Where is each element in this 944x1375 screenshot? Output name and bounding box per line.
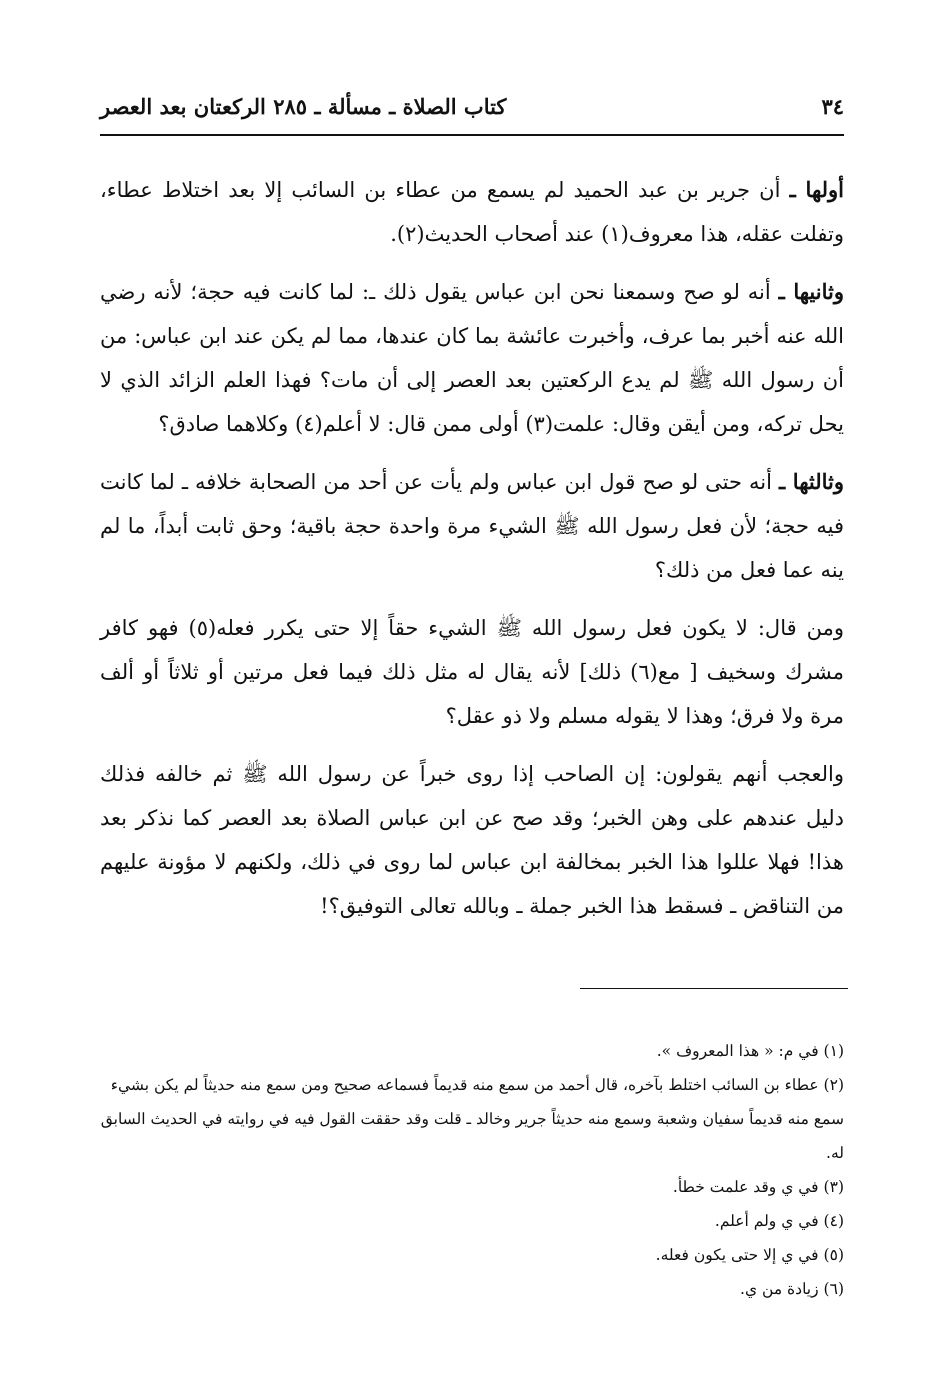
paragraph-text: أنه حتى لو صح قول ابن عباس ولم يأت عن أحد من الصحابة خلافه ـ لما كانت فيه حجة؛ لأن فعل رسول الله ﷺ الشيء مرة واحدة حجة باقية؛ وحق ثابت أبداً، ما لم ينه عما فعل من ذلك؟ [100, 470, 844, 582]
footnote-number: (٢) [823, 1076, 844, 1094]
paragraph-second [100, 270, 844, 446]
paragraph-lead: أولها ـ [789, 177, 844, 202]
footnote-2 [100, 1068, 844, 1170]
footnote-rule [580, 988, 848, 989]
paragraph-lead: وثالثها ـ [778, 469, 844, 494]
footnote-6 [100, 1272, 844, 1306]
footnote-5 [100, 1238, 844, 1272]
footnote-number: (٥) [823, 1246, 844, 1264]
footnote-3 [100, 1170, 844, 1204]
paragraph-third [100, 460, 844, 592]
running-title: كتاب الصلاة ـ مسألة ـ ٢٨٥ الركعتان بعد العصر [100, 93, 507, 119]
footnote-number: (٣) [823, 1178, 844, 1196]
paragraph-fifth [100, 752, 844, 928]
footnote-text: في ي إلا حتى يكون فعله. [655, 1246, 819, 1264]
footnote-number: (٤) [823, 1212, 844, 1230]
footnotes [100, 1034, 844, 1306]
paragraph-text: والعجب أنهم يقولون: إن الصاحب إذا روى خبراً عن رسول الله ﷺ ثم خالفه فذلك دليل عندهم على وهن الخبر؛ وقد صح عن ابن عباس الصلاة بعد العصر كما نذكر بعد هذا! فهلا عللوا هذا الخبر بمخالفة ابن عباس لما روى في ذلك، ولكنهم لا مؤونة عليهم من التناقض ـ فسقط هذا الخبر جملة ـ وبالله تعالى التوفيق؟! [100, 762, 844, 918]
main-text [100, 168, 844, 942]
footnote-text: في ي وقد علمت خطأ. [672, 1178, 819, 1196]
page-header [100, 86, 844, 126]
footnote-text: في م: « هذا المعروف ». [656, 1042, 819, 1060]
paragraph-first [100, 168, 844, 256]
paragraph-text: ومن قال: لا يكون فعل رسول الله ﷺ الشيء حقاً إلا حتى يكرر فعله(٥) فهو كافر مشرك وسخيف [ مع(٦) ذلك] لأنه يقال له مثل ذلك فيما فعل مرتين أو ثلاثاً أو ألف مرة ولا فرق؛ وهذا لا يقوله مسلم ولا ذو عقل؟ [100, 616, 844, 728]
footnote-text: عطاء بن السائب اختلط بآخره، قال أحمد من سمع منه قديماً فسماعه صحيح ومن سمع منه حديثاً لم يكن بشيء سمع منه قديماً سفيان وشعبة وسمع منه حديثاً جرير وخالد ـ قلت وقد حققت القول فيه في روايته في الحديث السابق له. [100, 1076, 844, 1162]
paragraph-lead: وثانيها ـ [778, 279, 844, 304]
footnote-1 [100, 1034, 844, 1068]
footnote-4 [100, 1204, 844, 1238]
footnote-number: (٦) [823, 1280, 844, 1298]
paragraph-fourth [100, 606, 844, 738]
footnote-text: زيادة من ي. [740, 1280, 819, 1298]
paragraph-text: أنه لو صح وسمعنا نحن ابن عباس يقول ذلك ـ: لما كانت فيه حجة؛ لأنه رضي الله عنه أخبر بما عرف، وأخبرت عائشة بما كان عندها، مما لم يكن عند ابن عباس: من أن رسول الله ﷺ لم يدع الركعتين بعد العصر إلى أن مات؟ فهذا العلم الزائد الذي لا يحل تركه، ومن أيقن وقال: علمت(٣) أولى ممن قال: لا أعلم(٤) وكلاهما صادق؟ [100, 280, 844, 436]
paragraph-text: أن جرير بن عبد الحميد لم يسمع من عطاء بن السائب إلا بعد اختلاط عطاء، وتفلت عقله، هذا معروف(١) عند أصحاب الحديث(٢). [100, 178, 844, 246]
footnote-text: في ي ولم أعلم. [714, 1212, 819, 1230]
footnote-number: (١) [823, 1042, 844, 1060]
page-number: ٣٤ [821, 93, 844, 119]
header-rule [100, 134, 844, 136]
